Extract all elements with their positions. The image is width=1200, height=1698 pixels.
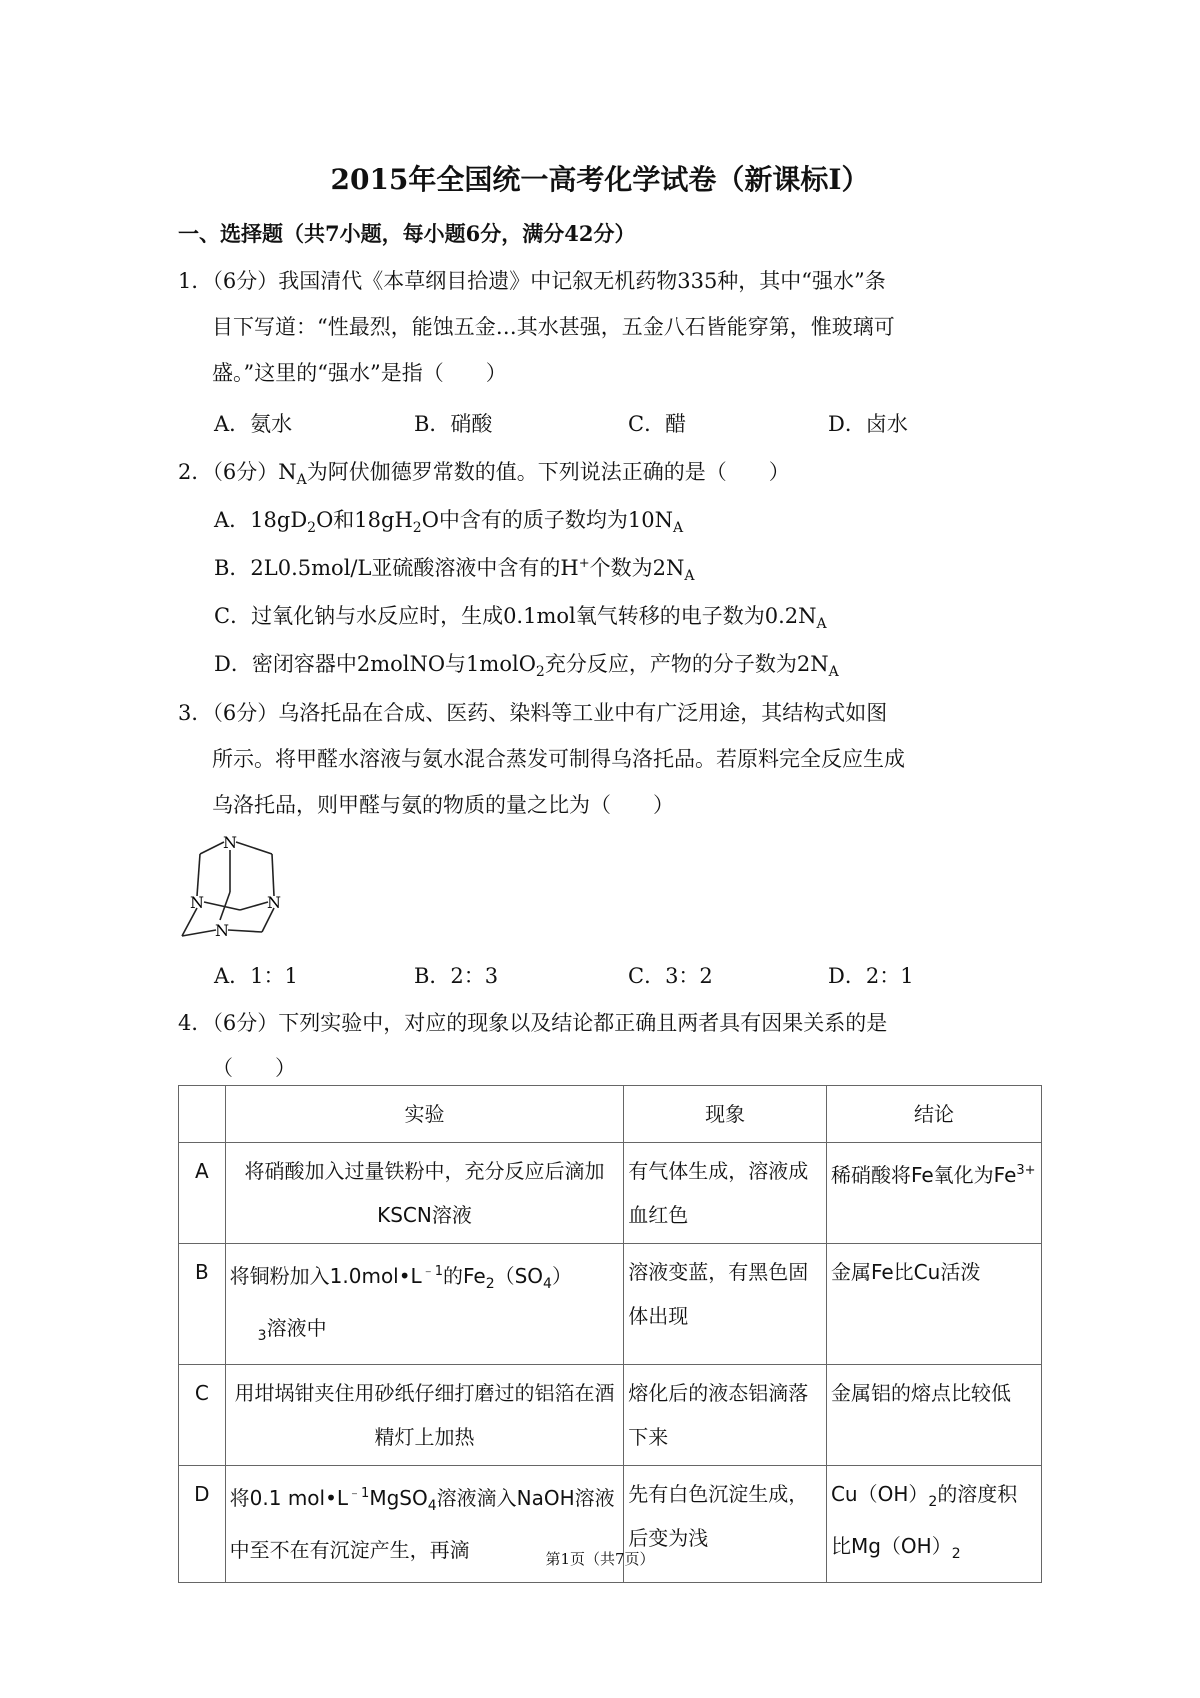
q2-stem-sub: A [296, 472, 307, 488]
atom-n-right: N [267, 893, 281, 912]
q2a-t2: O和18gH [316, 508, 413, 532]
row-b-label: B [179, 1244, 226, 1365]
row-a-con-sup: 3+ [1016, 1163, 1036, 1178]
row-a-phenomenon: 有气体生成，溶液成血红色 [624, 1143, 827, 1244]
row-d-exp3: 溶液滴入NaOH溶液中至不在有沉淀产生，再滴 [229, 1486, 615, 1562]
q2d-t1: D．密闭容器中2molNO与1molO [214, 652, 536, 676]
header-experiment: 实验 [225, 1086, 624, 1143]
q2c-s1: A [816, 616, 827, 632]
page-footer: 第1页（共7页） [545, 1550, 655, 1568]
q2-stem-post: 为阿伏伽德罗常数的值。下列说法正确的是（ ） [306, 460, 790, 484]
table-row-b [179, 1244, 1042, 1365]
row-c-conclusion: 金属铝的熔点比较低 [826, 1365, 1041, 1466]
q3-line-1: 3．（6分）乌洛托品在合成、医药、染料等工业中有广泛用途，其结构式如图 [178, 701, 888, 725]
atom-n-left: N [190, 893, 204, 912]
row-b-exp3: （SO [494, 1264, 544, 1288]
q2c-t1: C．过氧化钠与水反应时，生成0.1mol氧气转移的电子数为0.2N [214, 604, 817, 628]
q2-option-d [214, 648, 839, 680]
table-header-row [179, 1086, 1042, 1143]
q1-option-c: C．醋 [628, 412, 687, 436]
row-d-exp-sup: ﹣1 [348, 1486, 370, 1501]
q2a-s2: 2 [412, 520, 422, 536]
q2b-sup: + [578, 556, 590, 571]
q2-option-a [214, 504, 683, 536]
q4-options-table [178, 1085, 1042, 1583]
q2a-t3: O中含有的质子数均为10N [421, 508, 674, 532]
row-b-exp-sup: ﹣1 [421, 1264, 443, 1279]
row-b-exp-s1: 2 [485, 1276, 495, 1292]
q2d-s1: 2 [535, 664, 545, 680]
row-b-exp1: 将铜粉加入1.0mol•L [229, 1264, 422, 1288]
q2d-t2: 充分反应，产物的分子数为2N [544, 652, 829, 676]
q2a-s3: A [673, 520, 684, 536]
row-c-label: C [179, 1365, 226, 1466]
row-a-conclusion [826, 1143, 1041, 1244]
header-conclusion: 结论 [826, 1086, 1041, 1143]
header-phenomenon: 现象 [624, 1086, 827, 1143]
q1-option-b: B．硝酸 [414, 412, 493, 436]
row-d-con1: Cu（OH） [830, 1482, 929, 1506]
section-heading: 一、选择题（共7小题，每小题6分，满分42分） [178, 221, 636, 246]
q2-option-c [214, 600, 827, 632]
q2-stem [178, 456, 790, 488]
page-title: 2015年全国统一高考化学试卷（新课标I） [330, 163, 870, 196]
row-d-exp2: MgSO [369, 1486, 428, 1510]
q3-line-2: 所示。将甲醛水溶液与氨水混合蒸发可制得乌洛托品。若原料完全反应生成 [212, 747, 905, 771]
row-d-con-s2: 2 [951, 1546, 961, 1562]
table-row-a [179, 1143, 1042, 1244]
header-blank [179, 1086, 226, 1143]
row-d-con2: 的溶度积比Mg（OH） [830, 1482, 1018, 1558]
q1-option-a: A．氨水 [214, 412, 293, 436]
row-d-con-s1: 2 [928, 1494, 938, 1510]
row-c-experiment: 用坩埚钳夹住用砂纸仔细打磨过的铝箔在酒精灯上加热 [225, 1365, 624, 1466]
row-c-phenomenon: 熔化后的液态铝滴落下来 [624, 1365, 827, 1466]
q2a-s1: 2 [307, 520, 317, 536]
q3-option-a: A．1：1 [214, 964, 298, 988]
row-a-experiment: 将硝酸加入过量铁粉中，充分反应后滴加KSCN溶液 [225, 1143, 624, 1244]
q2a-t1: A．18gD [214, 508, 308, 532]
q3-option-d: D．2：1 [828, 964, 914, 988]
row-d-phenomenon: 先有白色沉淀生成，后变为浅 [624, 1466, 827, 1583]
q1-line-3: 盛。”这里的“强水”是指（ ） [212, 361, 507, 385]
q1-option-d: D．卤水 [828, 412, 908, 436]
q2d-s2: A [828, 664, 839, 680]
row-b-exp-s3: 3 [257, 1328, 267, 1344]
hexamine-structure-diagram [170, 830, 310, 950]
row-b-exp5: 溶液中 [266, 1316, 327, 1340]
table-row-c [179, 1365, 1042, 1466]
q3-option-c: C．3：2 [628, 964, 713, 988]
q2b-s1: A [684, 568, 695, 584]
row-b-experiment [225, 1244, 624, 1365]
q3-option-b: B．2：3 [414, 964, 499, 988]
row-b-conclusion: 金属Fe比Cu活泼 [826, 1244, 1041, 1365]
atom-n-top: N [223, 833, 237, 852]
q3-line-3: 乌洛托品，则甲醛与氨的物质的量之比为（ ） [212, 793, 674, 817]
q2-stem-pre: 2．（6分）N [178, 460, 297, 484]
q1-line-2: 目下写道：“性最烈，能蚀五金…其水甚强，五金八石皆能穿第，惟玻璃可 [212, 315, 895, 339]
atom-n-bottom: N [215, 921, 229, 940]
q2b-t2: 个数为2N [589, 556, 685, 580]
row-a-con-text: 稀硝酸将Fe氧化为Fe [830, 1163, 1017, 1187]
row-b-exp4: ） [551, 1264, 572, 1288]
row-b-phenomenon: 溶液变蓝，有黑色固体出现 [624, 1244, 827, 1365]
row-d-exp-s1: 4 [427, 1498, 437, 1514]
row-b-exp-s2: 4 [543, 1276, 552, 1292]
q2b-t1: B．2L0.5mol/L亚硫酸溶液中含有的H [214, 556, 579, 580]
row-b-exp2: 的Fe [442, 1264, 486, 1288]
row-d-exp1: 将0.1 mol•L [229, 1486, 349, 1510]
row-d-label: D [179, 1466, 226, 1583]
q4-line-1: 4．（6分）下列实验中，对应的现象以及结论都正确且两者具有因果关系的是 [178, 1011, 888, 1035]
row-a-label: A [179, 1143, 226, 1244]
q1-line-1: 1．（6分）我国清代《本草纲目拾遗》中记叙无机药物335种，其中“强水”条 [178, 269, 886, 293]
q4-line-2: （ ） [212, 1056, 296, 1080]
q2-option-b [214, 552, 695, 584]
